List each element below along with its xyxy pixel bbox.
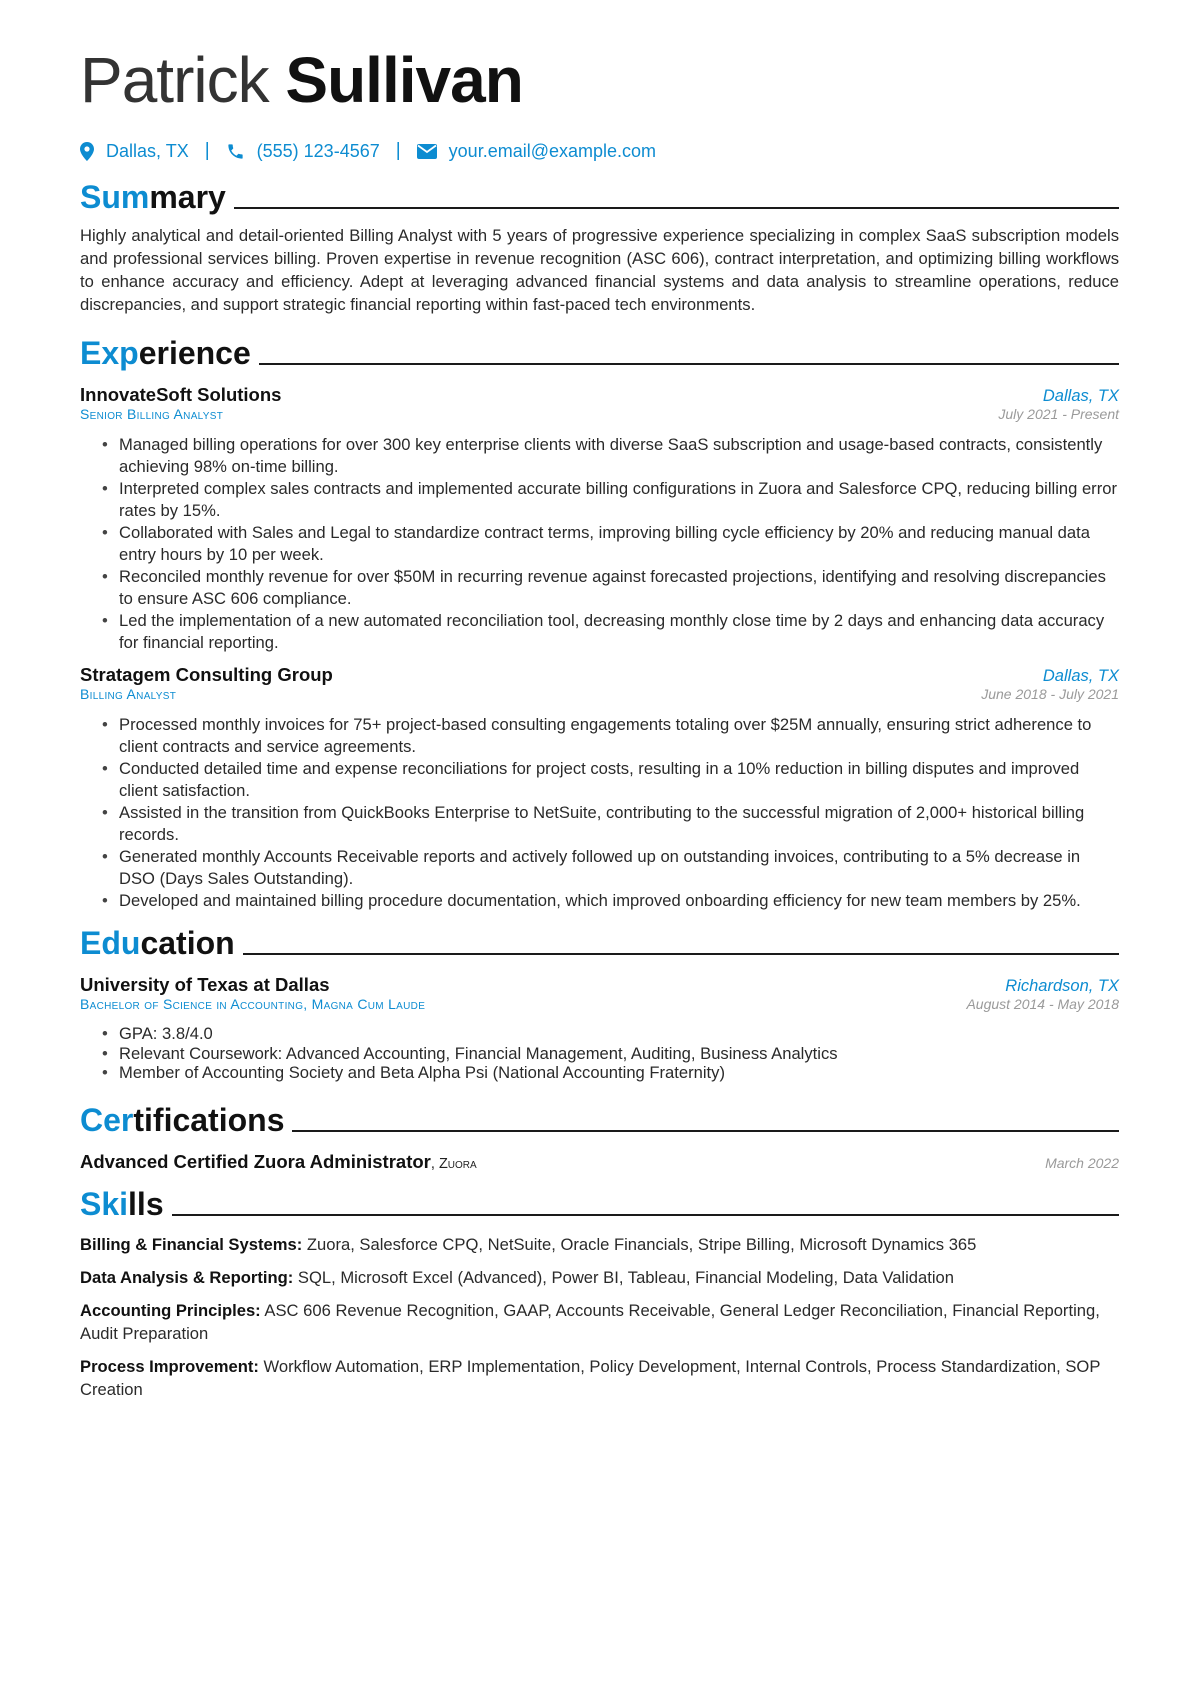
contact-phone[interactable] — [226, 141, 380, 162]
skill-label: Data Analysis & Reporting: — [80, 1267, 294, 1287]
education-heading — [80, 920, 1119, 962]
list-item: • Relevant Coursework: Advanced Accounting, Financial Management, Auditing, Business Analytics — [102, 1044, 1119, 1064]
school-name: University of Texas at Dallas — [80, 974, 330, 995]
job-bullets — [80, 714, 1119, 912]
email-link: your.email@example.com — [448, 140, 657, 161]
list-item: • Interpreted complex sales contracts and implemented accurate billing configurations in Zuora and Salesforce CPQ, reducing billing error rates by 15%. — [102, 478, 1119, 522]
section-title: Experience — [80, 335, 251, 371]
experience-entry — [80, 384, 1119, 654]
job-dates: June 2018 - July 2021 — [981, 686, 1119, 702]
education-bullets — [80, 1024, 1119, 1083]
job-title: Billing Analyst — [80, 686, 177, 702]
section-title: Skills — [80, 1185, 164, 1222]
section-rule — [172, 1214, 1119, 1216]
experience-entry — [80, 664, 1119, 912]
contact-separator: | — [204, 140, 210, 161]
skill-row — [80, 1299, 1119, 1345]
company-name: Stratagem Consulting Group — [80, 664, 333, 685]
company-name: InnovateSoft Solutions — [80, 384, 282, 405]
skill-row — [80, 1355, 1119, 1401]
section-rule — [234, 207, 1119, 209]
section-title: Certifications — [80, 1101, 285, 1138]
degree: Bachelor of Science in Accounting, Magna Cum Laude — [80, 996, 426, 1012]
skill-label: Process Improvement: — [80, 1356, 259, 1376]
list-item: • Member of Accounting Society and Beta Alpha Psi (National Accounting Fraternity) — [102, 1063, 1119, 1083]
job-location: Dallas, TX — [1042, 667, 1119, 685]
location-text: Dallas, TX — [106, 140, 189, 161]
experience-heading — [80, 330, 1119, 372]
certification-date: March 2022 — [1045, 1154, 1119, 1171]
certification-issuer: Zuora — [438, 1155, 477, 1172]
list-item: • Reconciled monthly revenue for over $50M in recurring revenue against forecasted projections, identifying and resolving discrepancies to ensure ASC 606 compliance. — [102, 566, 1119, 610]
skills-heading — [80, 1181, 1119, 1223]
certification-name: Advanced Certified Zuora Administrator — [80, 1150, 431, 1172]
phone-text: (555) 123-4567 — [256, 140, 380, 161]
last-name: Sullivan — [285, 44, 523, 116]
contact-email[interactable] — [417, 141, 656, 162]
contact-bar — [80, 134, 1119, 168]
list-item: • Assisted in the transition from QuickBooks Enterprise to NetSuite, contributing to the successful migration of 2,000+ historical billing records. — [102, 802, 1119, 846]
list-item: • Conducted detailed time and expense reconciliations for project costs, resulting in a 10% reduction in billing disputes and improved client satisfaction. — [102, 758, 1119, 802]
section-title: Summary — [80, 179, 226, 215]
education-dates: August 2014 - May 2018 — [966, 996, 1119, 1012]
skill-value: Zuora, Salesforce CPQ, NetSuite, Oracle Financials, Stripe Billing, Microsoft Dynamics 365 — [306, 1234, 977, 1254]
section-rule — [243, 953, 1119, 955]
job-title: Senior Billing Analyst — [80, 406, 224, 422]
list-item: • Managed billing operations for over 300 key enterprise clients with diverse SaaS subscription and usage-based contracts, consistently achieving 98% on-time billing. — [102, 434, 1119, 478]
contact-separator: | — [395, 140, 401, 161]
skill-value: Workflow Automation, ERP Implementation, Policy Development, Internal Controls, Process Standardization, SOP Creation — [80, 1356, 1101, 1399]
skill-value: SQL, Microsoft Excel (Advanced), Power BI, Tableau, Financial Modeling, Data Validation — [297, 1267, 955, 1287]
list-item: • Led the implementation of a new automated reconciliation tool, decreasing monthly close time by 2 days and enhancing data accuracy for financial reporting. — [102, 610, 1119, 654]
education-entry — [80, 974, 1119, 1083]
first-name: Patrick — [80, 44, 269, 116]
list-item: • Collaborated with Sales and Legal to standardize contract terms, improving billing cycle efficiency by 20% and reducing manual data entry hours by 10 per week. — [102, 522, 1119, 566]
skill-label: Billing & Financial Systems: — [80, 1234, 303, 1254]
list-item: • GPA: 3.8/4.0 — [102, 1024, 1119, 1044]
list-item: • Generated monthly Accounts Receivable reports and actively followed up on outstanding invoices, contributing to a 5% decrease in DSO (Days Sales Outstanding). — [102, 846, 1119, 890]
section-rule — [259, 363, 1119, 365]
job-location: Dallas, TX — [1042, 387, 1119, 405]
section-rule — [292, 1130, 1119, 1132]
certifications-heading — [80, 1097, 1119, 1139]
section-title: Education — [80, 925, 235, 961]
school-location: Richardson, TX — [1005, 977, 1119, 995]
certification-entry: Advanced Certified Zuora Administrator, Zuora March 2022 — [80, 1150, 1119, 1172]
resume-page — [80, 40, 1119, 1401]
skill-row — [80, 1266, 1119, 1289]
summary-text: Highly analytical and detail-oriented Billing Analyst with 5 years of progressive experience specializing in complex SaaS subscription models and professional services billing. Proven expertise in revenue recognition (ASC 606), contract interpretation, and optimizing billing workflows to enhance accuracy and efficiency. Adept at leveraging advanced financial systems and data analysis to streamline operations, reduce discrepancies, and support strategic financial reporting within fast-paced tech environments. — [80, 226, 1119, 314]
skill-label: Accounting Principles: — [80, 1300, 261, 1320]
envelope-icon — [417, 144, 437, 159]
list-item: • Developed and maintained billing procedure documentation, which improved onboarding efficiency for new team members by 25%. — [102, 890, 1119, 912]
job-dates: July 2021 - Present — [998, 406, 1119, 422]
phone-icon — [226, 142, 245, 161]
summary-heading — [80, 174, 1119, 216]
map-pin-icon — [80, 142, 94, 161]
candidate-name — [80, 40, 1119, 120]
skill-row — [80, 1233, 1119, 1256]
list-item: • Processed monthly invoices for 75+ project-based consulting engagements totaling over $25M annually, ensuring strict adherence to client contracts and service agreements. — [102, 714, 1119, 758]
job-bullets — [80, 434, 1119, 654]
skill-value: ASC 606 Revenue Recognition, GAAP, Accounts Receivable, General Ledger Reconciliation, Financial Reporting, Audit Preparation — [80, 1300, 1100, 1343]
contact-location — [80, 141, 189, 162]
